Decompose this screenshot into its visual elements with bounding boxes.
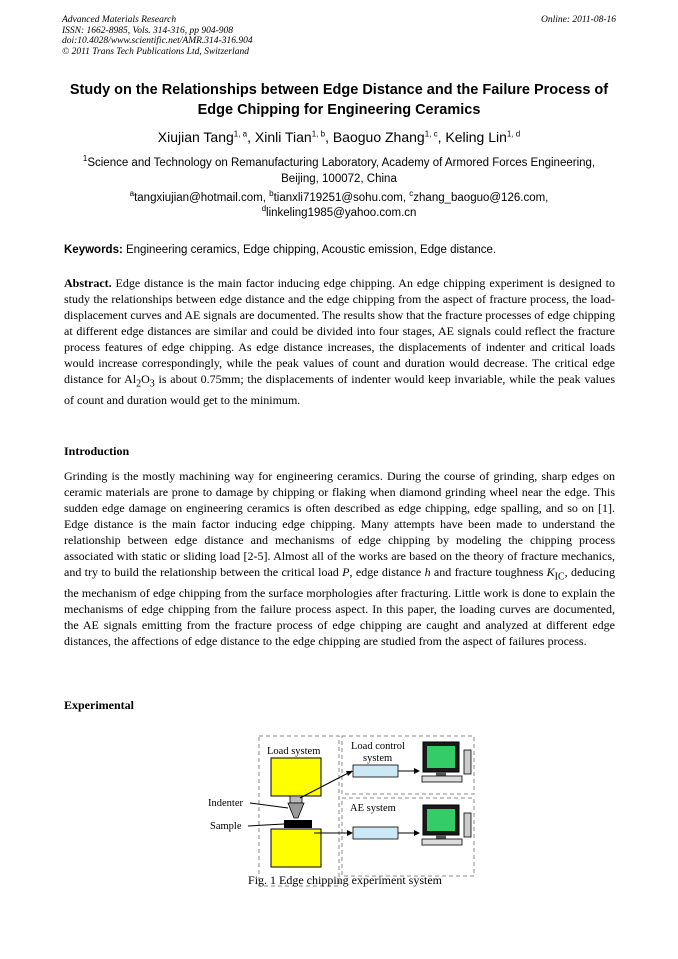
formula-subscript: 3 bbox=[149, 378, 155, 390]
affiliation-mark: 1 bbox=[82, 154, 88, 164]
email-link[interactable]: tangxiujian@hotmail.com, bbox=[134, 192, 270, 204]
doi-line: doi:10.4028/www.scientific.net/AMR.314-316.904 bbox=[62, 36, 253, 46]
paragraph-text: and fracture toughness bbox=[430, 565, 547, 579]
paragraph-text: , edge distance bbox=[349, 565, 425, 579]
email-link[interactable]: zhang_baoguo@126.com, bbox=[413, 192, 549, 204]
paragraph-text: Grinding is the mostly machining way for engineering ceramics. During the course of grinding, sharp edges on ceramic materials are prone to damage by chipping or flaking when diamond grinding wheel near the edge. This sudden edge damage on engineering ceramics is often described as edge chipping, edge spalling, and so on [1]. Edge distance is the main factor inducing edge chipping. Many attempts have been made to understand the relationship between edge distance and mechanisms of edge chipping by modeling the chipping process associated with static or sliding load [2-5]. Almost all of the works are based on the theory of fracture mechanics, and try to build the relationship between the critical load bbox=[64, 469, 615, 579]
affiliation-text: Science and Technology on Remanufacturing Laboratory, Academy of Armored Forces Engineering, Beijing, 100072, China bbox=[87, 157, 596, 185]
experiment-system-diagram bbox=[200, 732, 490, 892]
arrowhead bbox=[347, 830, 353, 836]
affiliation bbox=[70, 155, 608, 187]
load-actuator bbox=[271, 758, 321, 796]
figure-1 bbox=[200, 732, 490, 892]
author-name: Xiujian Tang bbox=[157, 129, 234, 145]
indenter bbox=[288, 803, 304, 818]
paper-title: Study on the Relationships between Edge Distance and the Failure Process of Edge Chipping for Engineering Ceramics bbox=[69, 82, 609, 118]
label-indenter: Indenter bbox=[208, 798, 243, 809]
author-name: Keling Lin bbox=[445, 129, 507, 145]
keywords-text: Engineering ceramics, Edge chipping, Acoustic emission, Edge distance. bbox=[122, 244, 497, 256]
computer-icon bbox=[422, 805, 471, 845]
email-list bbox=[70, 191, 608, 221]
label-load-system: Load system bbox=[267, 746, 321, 757]
label-load-control-2: system bbox=[363, 753, 393, 764]
sample-block bbox=[284, 820, 312, 828]
sample-stage bbox=[271, 829, 321, 867]
email-mark: a bbox=[129, 189, 135, 199]
online-date: Online: 2011-08-16 bbox=[540, 15, 616, 25]
abstract-text: is about 0.75mm; the displacements of indenter would keep invariable, while the peak values of count and duration would get to the minimum. bbox=[64, 372, 615, 408]
author-list: Xiujian Tang$^{1, a}$, Xinli Tian$^{1, b}$, Baoguo Zhang$^{1, c}$, Keling Lin$^{1, d}$ bbox=[157, 129, 521, 145]
author-name: Xinli Tian bbox=[254, 129, 312, 145]
journal-header bbox=[62, 15, 253, 57]
introduction-paragraph bbox=[64, 468, 615, 649]
email-link[interactable]: linkeling1985@yahoo.com.cn bbox=[266, 207, 417, 219]
arrowhead bbox=[346, 771, 353, 776]
paragraph-text: , deducing the mechanism of edge chipping from the surface morphologies after fracturing. Little work is done to explain the mechanisms of edge chipping from the failure process aspect. In this paper, the loading curves are documented, the AE signals emitting from the fracture process of edge chipping are caught and analyzed at different edge distances, the affections of edge distance to the edge chipping are studied from the aspect of failures process. bbox=[64, 565, 615, 649]
abstract-text: Edge distance is the main factor inducing edge chipping. An edge chipping experiment is designed to study the relationships between edge distance and the edge chipping from the aspect of fracture process, the load-displacement curves and AE signals are documented. The results show that the fracture processes of edge chipping at different edge distances are similar and could be divided into four stages, AE signals could reflect the fracture process features of edge chipping. As edge distance increases, the displacements of indenter and critical loads would increase correspondingly, while the peak values of count and duration would decrease. The critical edge distance for Al bbox=[64, 276, 615, 386]
figure-caption: Fig. 1 Edge chipping experiment system bbox=[248, 873, 442, 887]
indenter-holder bbox=[290, 796, 302, 803]
author-affil-mark: 1, b bbox=[311, 129, 326, 139]
math-variable: K bbox=[546, 565, 555, 579]
abstract bbox=[64, 275, 615, 408]
email-link[interactable]: tianxli719251@sohu.com, bbox=[273, 192, 410, 204]
ae-amplifier-unit bbox=[353, 827, 398, 839]
arrowhead bbox=[414, 768, 420, 774]
math-variable: h bbox=[424, 565, 431, 579]
email-mark: b bbox=[269, 189, 274, 199]
copyright-line: © 2011 Trans Tech Publications Ltd, Switzerland bbox=[62, 46, 249, 57]
label-sample: Sample bbox=[210, 821, 242, 832]
author-name: Baoguo Zhang bbox=[332, 129, 425, 145]
computer-icon bbox=[422, 742, 471, 782]
formula-text: O bbox=[141, 372, 150, 386]
sample-pointer bbox=[248, 824, 284, 826]
arrowhead bbox=[414, 830, 420, 836]
author-affil-mark: 1, a bbox=[233, 129, 248, 139]
keywords-label: Keywords: bbox=[64, 244, 123, 256]
section-heading-introduction: Introduction bbox=[64, 444, 130, 458]
load-controller-unit bbox=[353, 765, 398, 777]
author-affil-mark: 1, c bbox=[424, 129, 438, 139]
math-subscript: IC bbox=[554, 571, 565, 583]
journal-name: Advanced Materials Research bbox=[62, 15, 177, 25]
email-mark: c bbox=[409, 189, 414, 199]
indenter-pointer bbox=[250, 803, 288, 808]
section-heading-experimental: Experimental bbox=[64, 698, 134, 712]
issn-line: ISSN: 1662-8985, Vols. 314-316, pp 904-908 bbox=[62, 25, 233, 36]
math-variable: P bbox=[342, 565, 350, 579]
label-ae-system: AE system bbox=[350, 803, 396, 814]
abstract-label: Abstract. bbox=[64, 276, 112, 290]
email-mark: d bbox=[261, 204, 267, 214]
label-load-control: Load control bbox=[351, 741, 405, 752]
author-affil-mark: 1, d bbox=[506, 129, 521, 139]
formula-subscript: 2 bbox=[136, 378, 142, 390]
keywords bbox=[64, 243, 616, 258]
